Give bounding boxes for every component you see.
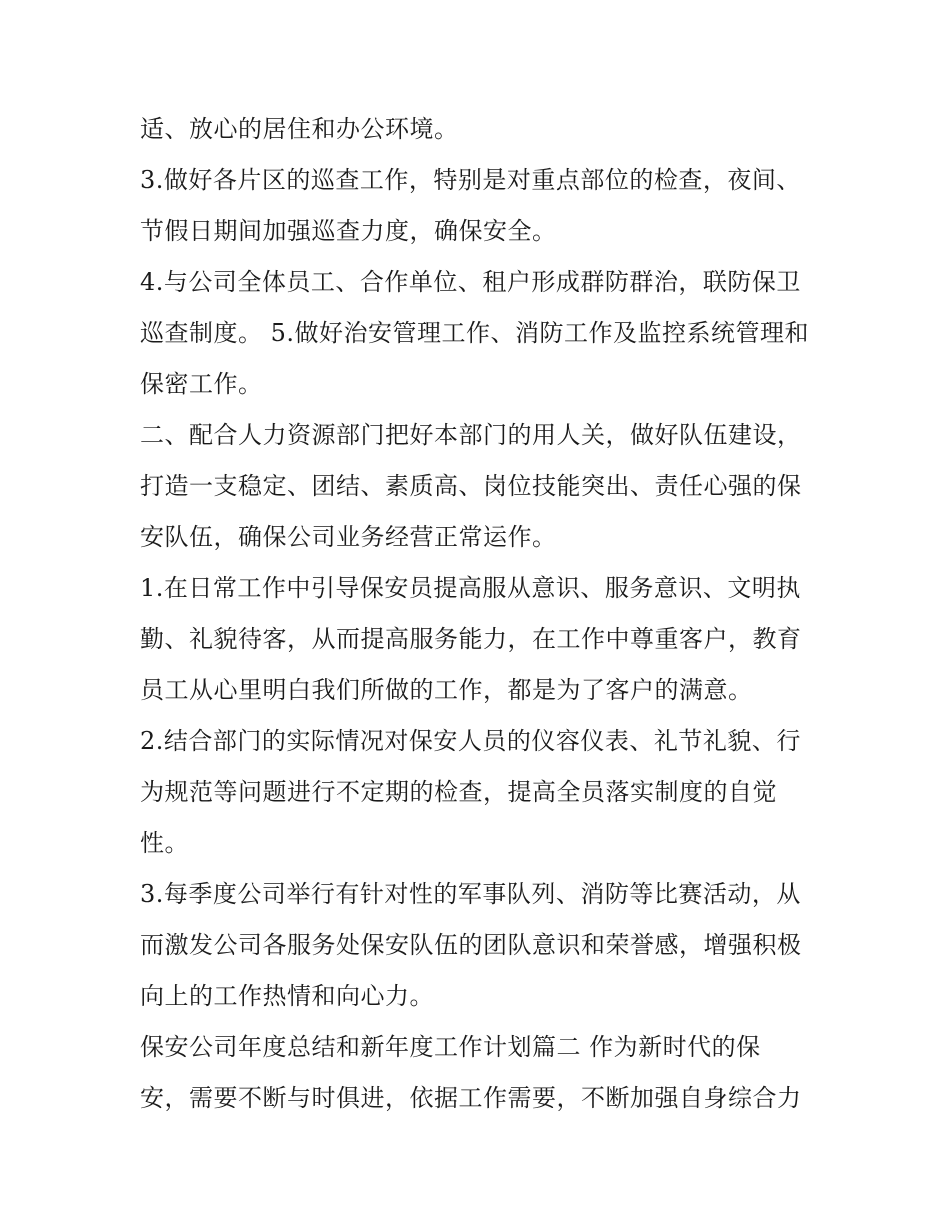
- text-line: 员工从心里明白我们所做的工作，都是为了客户的满意。: [140, 676, 753, 704]
- text-line: 2.结合部门的实际情况对保安人员的仪容仪表、礼节礼貌、行: [140, 727, 801, 755]
- text-line: 保安公司年度总结和新年度工作计划篇二 作为新时代的保: [140, 1033, 761, 1061]
- text-line: 二、配合人力资源部门把好本部门的用人关，做好队伍建设，: [140, 421, 802, 449]
- text-line: 向上的工作热情和向心力。: [140, 982, 434, 1010]
- body-text: [140, 104, 820, 1124]
- text-line: 适、放心的居住和办公环境。: [140, 115, 459, 143]
- text-line: 安队伍，确保公司业务经营正常运作。: [140, 523, 557, 551]
- text-line: 为规范等问题进行不定期的检查，提高全员落实制度的自觉: [140, 778, 777, 806]
- text-line: 安，需要不断与时俱进，依据工作需要，不断加强自身综合力: [140, 1084, 802, 1112]
- text-line: 3.每季度公司举行有针对性的军事队列、消防等比赛活动，从: [140, 880, 801, 908]
- text-line: 巡查制度。 5.做好治安管理工作、消防工作及监控系统管理和: [140, 319, 810, 347]
- text-line: 3.做好各片区的巡查工作，特别是对重点部位的检查，夜间、: [140, 166, 801, 194]
- text-line: 4.与公司全体员工、合作单位、租户形成群防群治，联防保卫: [140, 268, 801, 296]
- text-line: 保密工作。: [140, 370, 263, 398]
- text-line: 打造一支稳定、团结、素质高、岗位技能突出、责任心强的保: [140, 472, 802, 500]
- text-line: 勤、礼貌待客，从而提高服务能力，在工作中尊重客户，教育: [140, 625, 802, 653]
- text-line: 节假日期间加强巡查力度，确保安全。: [140, 217, 557, 245]
- text-line: 而激发公司各服务处保安队伍的团队意识和荣誉感，增强积极: [140, 931, 802, 959]
- text-line: 1.在日常工作中引导保安员提高服从意识、服务意识、文明执: [140, 574, 801, 602]
- text-line: 性。: [140, 829, 189, 857]
